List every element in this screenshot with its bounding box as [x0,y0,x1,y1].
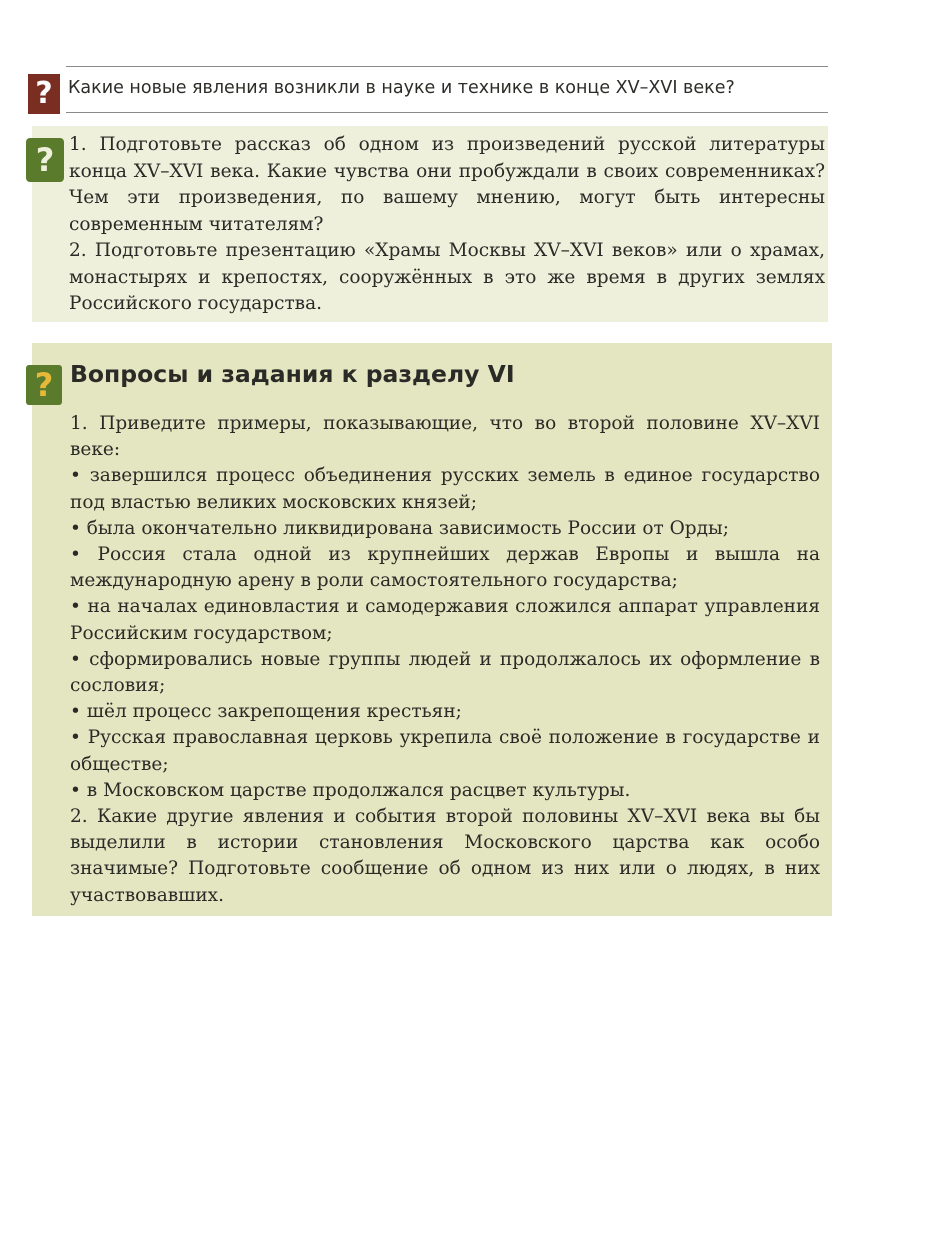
bullet-item: • на началах единовластия и самодержавия сложился аппарат управления Российским государством; [70,596,820,644]
review-question-text: Какие новые явления возникли в науке и технике в конце XV–XVI веке? [68,78,735,98]
section-item-2: 2. Какие другие явления и события второй половины XV–XVI века вы бы выделили в истории становления Московского царства как особо значимые? Подготовьте сообщение об одном из них или о людях, в них участвовавших. [70,806,820,906]
review-question [28,62,828,116]
divider-bottom [66,112,828,113]
bullet-item: • завершился процесс объединения русских земель в единое государство под властью великих московских князей; [70,465,820,513]
divider-top [66,66,828,67]
task-item-2: 2. Подготовьте презентацию «Храмы Москвы XV–XVI веков» или о храмах, монастырях и крепостях, сооружённых в это же время в других землях Российского государства. [69,240,825,314]
task-icon [26,138,64,182]
question-mark-icon: ? [28,74,60,114]
bullet-item: • шёл процесс закрепощения крестьян; [70,701,462,723]
task-item-1: 1. Подготовьте рассказ об одном из произведений русской литературы конца XV–XVI века. Какие чувства они пробуждали в своих современниках? Чем эти произведения, по вашему мнению, могут быть интересны современным читателям? [69,134,825,235]
task-icon-glyph: ? [35,141,55,179]
bullet-item: • была окончательно ликвидирована зависимость России от Орды; [70,517,729,539]
section-questions-box [32,343,832,916]
section-question-icon [26,365,62,405]
section-item-1-intro: 1. Приведите примеры, показывающие, что во второй половине XV–XVI веке: [70,413,820,461]
bullet-item: • в Московском царстве продолжался расцвет культуры. [70,779,631,801]
bullet-item: • Русская православная церковь укрепила своё положение в государстве и обществе; [70,727,820,775]
task-box [32,126,828,322]
section-title: Вопросы и задания к разделу VI [70,360,515,388]
section-text [70,411,820,909]
task-text [69,132,825,318]
bullet-item: • Россия стала одной из крупнейших держав Европы и вышла на международную арену в роли самостоятельного государства; [70,544,820,592]
section-icon-glyph: ? [34,366,54,404]
bullet-item: • сформировались новые группы людей и продолжалось их оформление в сословия; [70,648,820,697]
